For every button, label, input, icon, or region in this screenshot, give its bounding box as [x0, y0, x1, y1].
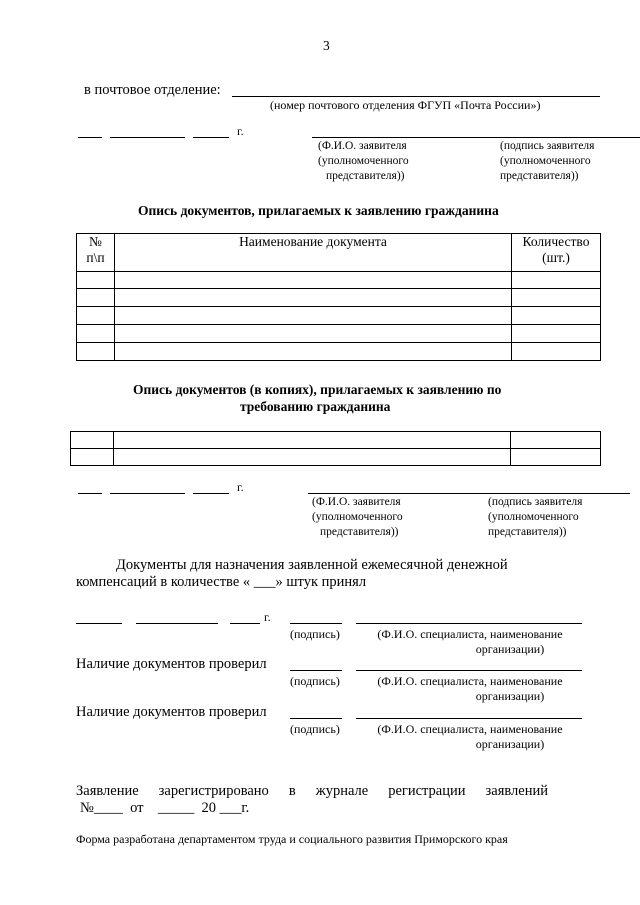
date-month-line-2: [110, 493, 185, 494]
date-year-line-2: [193, 493, 229, 494]
spec-fio-line: [356, 623, 582, 624]
fio-caption-2: (Ф.И.О. заявителя (уполномоченного представителя)): [312, 496, 403, 538]
inventory-title: Опись документов, прилагаемых к заявлению гражданина: [138, 203, 499, 218]
post-office-caption: (номер почтового отделения ФГУП «Почта России»): [270, 98, 541, 112]
copies-title-line1: Опись документов (в копиях), прилагаемых к заявлению по: [133, 382, 502, 397]
spec-sign-line: [290, 623, 342, 624]
check1-sign-line: [290, 670, 342, 671]
date-month-line: [110, 137, 185, 138]
table-row: [77, 289, 601, 307]
copies-title-line2: требованию гражданина: [240, 399, 391, 414]
table-header-row: [77, 234, 601, 272]
copies-table: [70, 431, 601, 466]
footer-note: Форма разработана департаментом труда и социального развития Приморского края: [76, 832, 508, 846]
signature-underline-2: [308, 493, 630, 494]
date-year-line: [193, 137, 229, 138]
fio-caption: (Ф.И.О. заявителя (уполномоченного представителя)): [318, 140, 409, 182]
table-row: [71, 432, 601, 449]
date-day-line: [78, 137, 102, 138]
year-suffix-2: г.: [237, 480, 244, 494]
check2-fio-caption: (Ф.И.О. специалиста, наименование организации): [377, 722, 563, 751]
acceptance-line1: Документы для назначения заявленной ежемесячной денежной: [116, 557, 508, 573]
check2-sign-caption: (подпись): [290, 722, 340, 736]
signature-caption-2: (подпись заявителя (уполномоченного представителя)): [488, 496, 583, 538]
table-row: [71, 449, 601, 466]
header-qty: Количество (шт.): [512, 234, 601, 272]
check2-sign-line: [290, 718, 342, 719]
header-num: № п\п: [77, 234, 115, 272]
year-suffix: г.: [237, 124, 244, 138]
acceptance-line2: компенсаций в количестве « ___» штук принял: [76, 574, 367, 590]
spec-month-line: [136, 623, 218, 624]
checked-label-1: Наличие документов проверил: [76, 656, 267, 672]
registration-line2: №____ от _____ 20 ___г.: [80, 800, 250, 816]
check1-fio-caption: (Ф.И.О. специалиста, наименование организации): [377, 674, 563, 703]
page-number: 3: [323, 38, 330, 53]
post-office-label: в почтовое отделение:: [84, 82, 221, 98]
post-office-underline: [232, 96, 600, 97]
spec-year-line: [230, 623, 260, 624]
date-day-line-2: [78, 493, 102, 494]
signature-underline: [312, 137, 640, 138]
spec-sign-caption: (подпись): [290, 627, 340, 641]
table-row: [77, 325, 601, 343]
registration-line1: Заявление зарегистрировано в журнале регистрации заявлений: [76, 783, 548, 799]
header-name: Наименование документа: [115, 234, 512, 272]
check2-fio-line: [356, 718, 582, 719]
check1-fio-line: [356, 670, 582, 671]
signature-caption: (подпись заявителя (уполномоченного представителя)): [500, 140, 595, 182]
spec-day-line: [76, 623, 122, 624]
spec-fio-caption: (Ф.И.О. специалиста, наименование организации): [377, 627, 563, 656]
spec-year-suffix: г.: [264, 610, 271, 624]
inventory-table: [76, 233, 601, 361]
table-row: [77, 343, 601, 361]
table-row: [77, 272, 601, 289]
table-row: [77, 307, 601, 325]
check1-sign-caption: (подпись): [290, 674, 340, 688]
checked-label-2: Наличие документов проверил: [76, 704, 267, 720]
